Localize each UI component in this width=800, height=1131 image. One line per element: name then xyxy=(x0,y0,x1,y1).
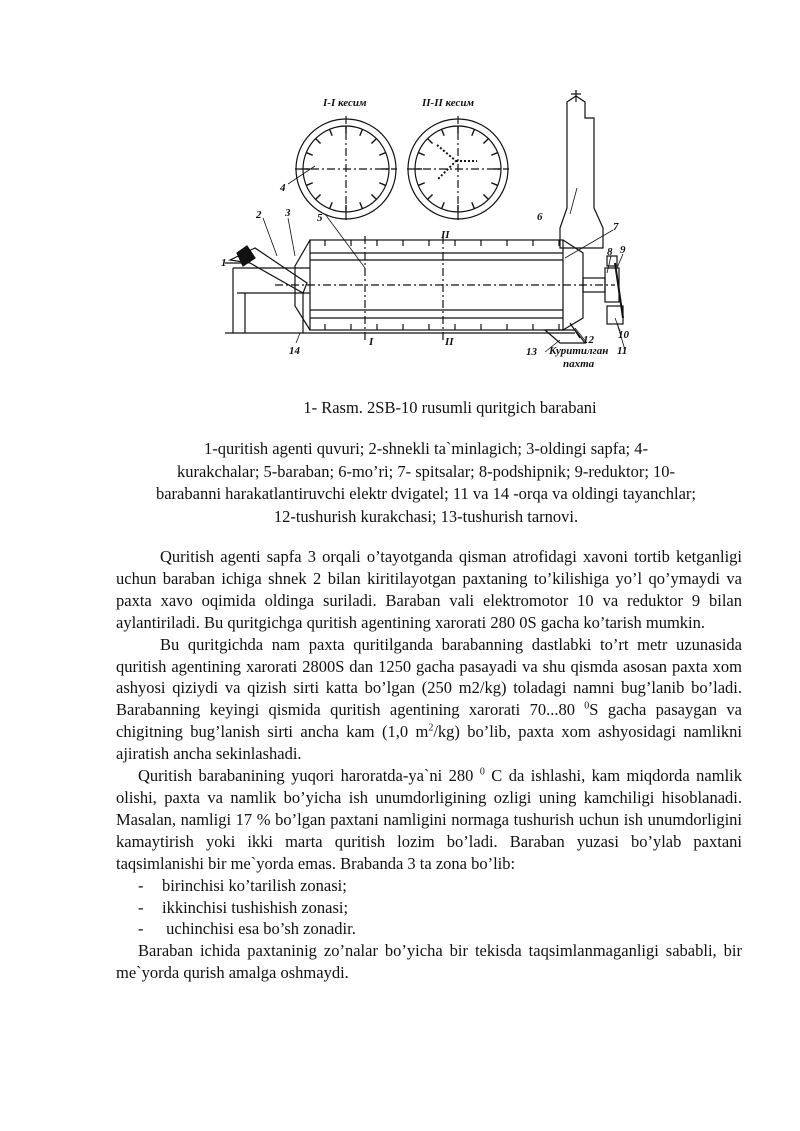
label-14: 14 xyxy=(289,345,300,357)
drum-blade xyxy=(483,194,488,199)
label-product-2: пахта xyxy=(563,358,595,370)
drum-blade xyxy=(442,202,445,208)
drum-blade xyxy=(418,183,424,186)
zone-list xyxy=(116,875,742,941)
label-12: 12 xyxy=(583,334,594,346)
drum-blade xyxy=(491,153,497,156)
drum-blade xyxy=(428,194,433,199)
drum-blade xyxy=(316,139,321,144)
label-roman-bottom-2: II xyxy=(445,336,454,348)
drum-blade xyxy=(472,202,475,208)
drum-blade xyxy=(371,139,376,144)
drum-blade xyxy=(360,129,363,135)
label-5: 5 xyxy=(317,212,323,224)
list-item: - birinchisi ko’tarilish zonasi; xyxy=(138,875,347,895)
legend-line: 1-quritish agenti quvuri; 2-shnekli ta`minlagich; 3-oldingi sapfa; 4- xyxy=(203,439,649,458)
list-item: - ikkinchisi tushishish zonasi; xyxy=(138,897,349,917)
paragraph-1: Quritish agenti sapfa 3 orqali o’tayotganda qisman atrofidagi xavoni tortib ketganligi uchun baraban ichiga shnek 2 bilan kiritilayotgan paxtaning to’kilishiga yo’l qo’ymaydi va paxta xavo oqimida oldinga suriladi. Baraban vali elektromotor 10 va reduktor 9 bilan aylantiriladi. Bu quritgichga quritish agentining xarorati 280 0S gacha ko’tarish mumkin. xyxy=(116,547,742,632)
label-9: 9 xyxy=(620,244,626,256)
label-10: 10 xyxy=(618,329,629,341)
dryer-drum-diagram xyxy=(215,88,645,380)
figure-caption: 1- Rasm. 2SB-10 rusumli quritgich barabani xyxy=(303,398,597,417)
drum-blade xyxy=(306,183,312,186)
label-6: 6 xyxy=(537,211,543,223)
drum-blade xyxy=(371,194,376,199)
drum-blade xyxy=(472,129,475,135)
drum-blade xyxy=(360,202,363,208)
drum-blade xyxy=(442,129,445,135)
dryer-drum-figure xyxy=(215,88,645,380)
legend-line: kurakchalar; 5-baraban; 6-mo’ri; 7- spitsalar; 8-podshipnik; 9-reduktor; 10- xyxy=(176,461,676,481)
label-roman-top: II xyxy=(441,229,450,241)
drum-blade xyxy=(379,183,385,186)
legend-line: 12-tushurish kurakchasi; 13-tushurish tarnovi. xyxy=(273,506,579,526)
drum-blade xyxy=(418,153,424,156)
drum-blade xyxy=(316,194,321,199)
label-1: 1 xyxy=(221,257,227,269)
list-item: - uchinchisi esa bo’sh zonadir. xyxy=(138,919,356,939)
label-8: 8 xyxy=(607,246,613,258)
drum-blade xyxy=(330,202,333,208)
label-13: 13 xyxy=(526,346,537,358)
drum-blade xyxy=(491,183,497,186)
drum-blade xyxy=(306,153,312,156)
paragraph-3: Quritish barabanining yuqori haroratda-ya`ni 280 $^0$ C da ishlashi, kam miqdorda namlik olishi, paxta va namlik bo’yicha ish unumdorligining ozligi uning kamchiligi hisoblanadi. Masalan, namligi 17 % bo’lgan paxtani namligini normaga tushurish uchun ish unumdorligini kamaytirish yoki ikki marta quritish lozim bo’ladi. Baraban yuzasi bo’ylab paxtani taqsimlanishi bir me`yorda emas. Brabanda 3 ta zona bo’lib: xyxy=(116,766,742,873)
label-7: 7 xyxy=(613,221,619,233)
label-11: 11 xyxy=(617,345,628,357)
drum-blade xyxy=(379,153,385,156)
legend-line: barabanni harakatlantiruvchi elektr dvigatel; 11 va 14 -orqa va oldingi tayanchlar; xyxy=(155,484,696,504)
label-4: 4 xyxy=(280,182,286,194)
drum-blade xyxy=(330,129,333,135)
section-2-title: II-II кесим xyxy=(422,97,475,109)
paragraph-4: Baraban ichida paxtaninig zo’nalar bo’yicha bir tekisda taqsimlanmaganligi sababli, bir me`yorda qurish amalga oshmaydi. xyxy=(116,941,742,983)
paragraph-2: Bu quritgichda nam paxta quritilganda barabanning dastlabki to’rt metr uzunasida quritish agentining xarorati 2800S dan 1250 gacha pasayadi va shu qismda asosan paxta xom ashyosi qiziydi va qizish sirti katta bo’lgan (250 m2/kg) toladagi namni bug’lanib bo’ladi. Barabanning keyingi qismida quritish agentining xarorati 70...80 $^0$S gacha pasaygan va chigitning bug’lanish sirti ancha kam (1,0 $m^2/kg$) bo’lib, paxta xom ashyosidagi namlikni ajiratish ancha sekinlashadi. xyxy=(116,634,742,764)
body-text xyxy=(116,546,742,984)
section-1-title: I-I кесим xyxy=(323,97,367,109)
label-product-1: Куритилган xyxy=(549,345,609,357)
drum-blade xyxy=(483,139,488,144)
figure-legend xyxy=(112,438,740,528)
drum-blade xyxy=(428,139,433,144)
label-3: 3 xyxy=(285,207,291,219)
label-2: 2 xyxy=(256,209,262,221)
chimney xyxy=(560,96,603,248)
label-roman-bottom-1: I xyxy=(369,336,374,348)
